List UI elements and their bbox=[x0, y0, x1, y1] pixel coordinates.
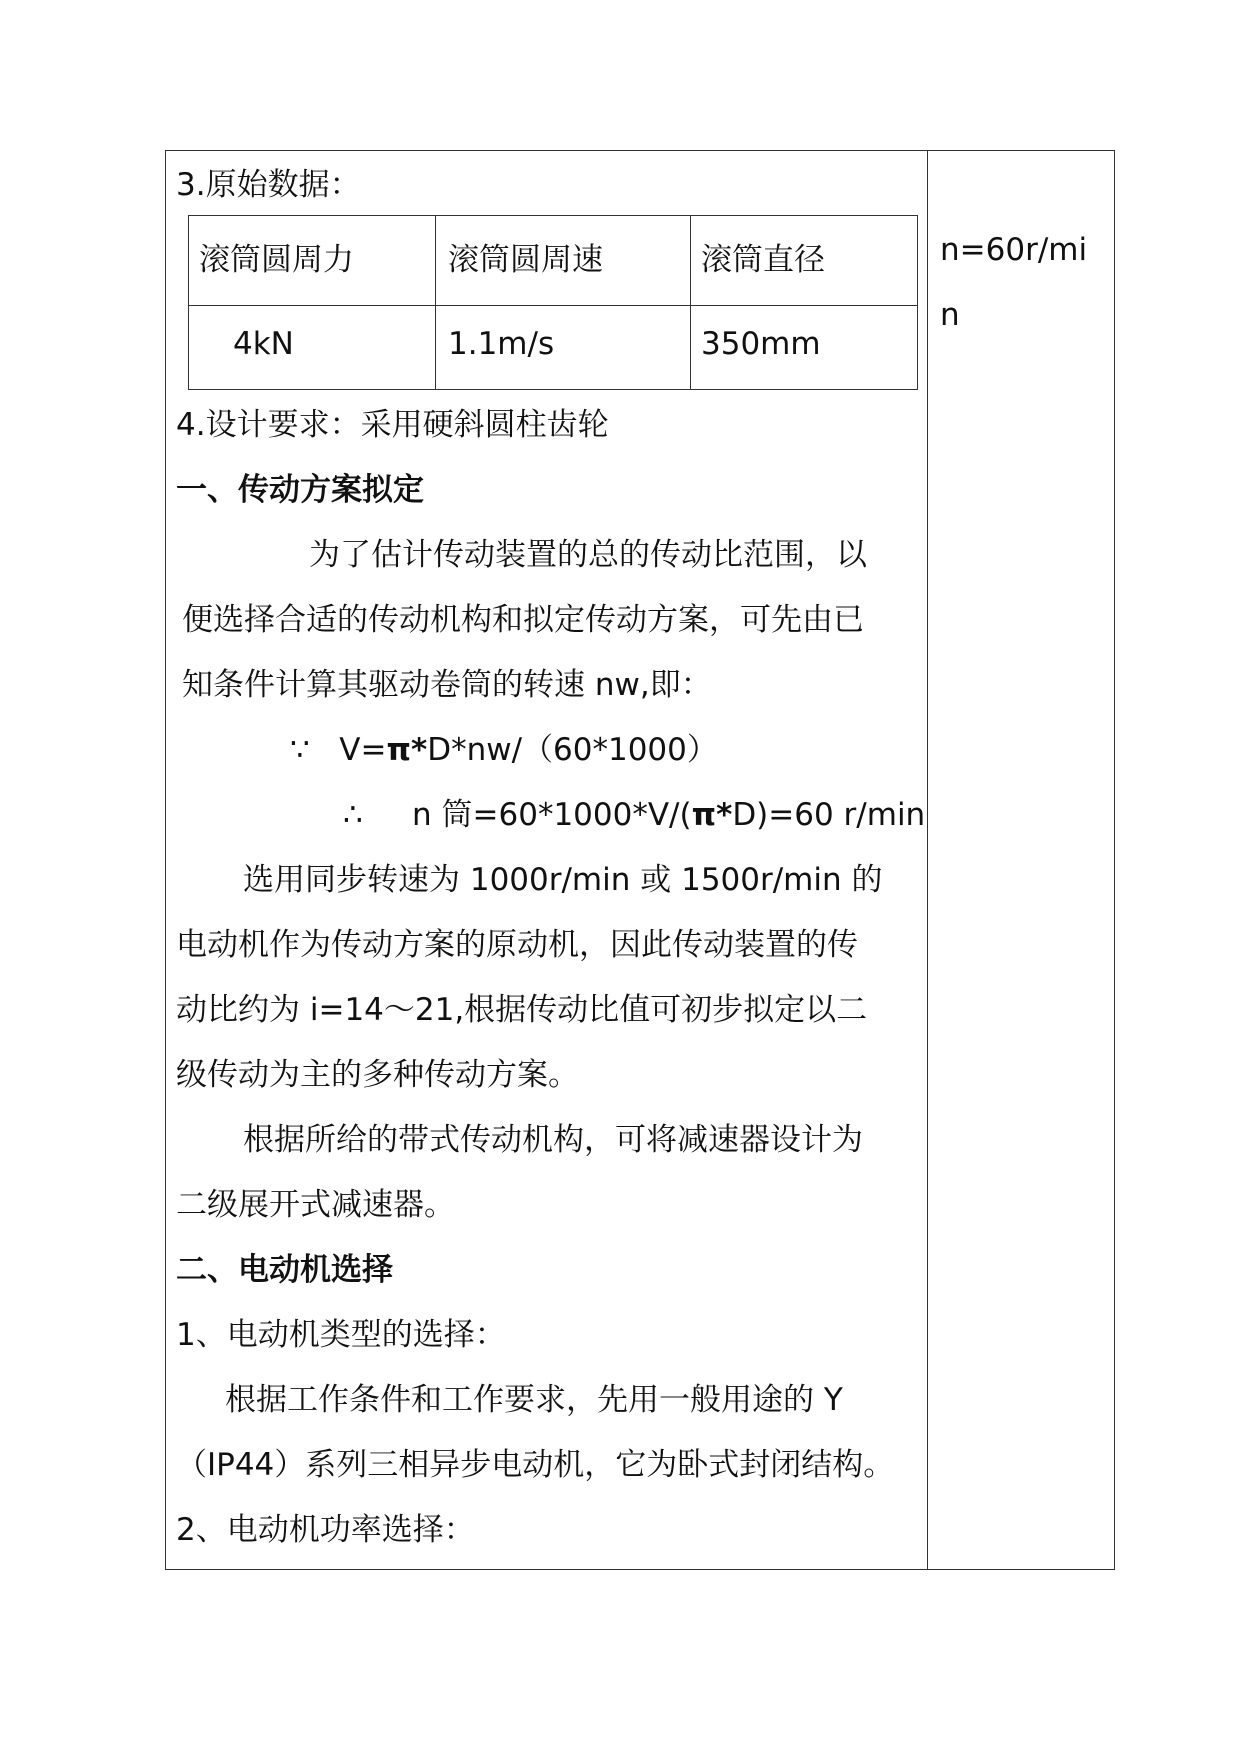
section4-requirement: 4.设计要求：采用硬斜圆柱齿轮 bbox=[176, 407, 609, 443]
result-speed-line1: n=60r/mi bbox=[940, 232, 1088, 268]
item-motor-power: 2、电动机功率选择： bbox=[176, 1512, 475, 1548]
table-value-speed: 1.1m/s bbox=[448, 326, 555, 362]
para2-line1: 选用同步转速为 1000r/min 或 1500r/min 的 bbox=[243, 862, 883, 898]
para1-line3: 知条件计算其驱动卷筒的转速 nw,即： bbox=[182, 667, 712, 703]
para2-line2: 电动机作为传动方案的原动机，因此传动装置的传 bbox=[176, 927, 858, 963]
para1-line1: 为了估计传动装置的总的传动比范围，以 bbox=[309, 537, 867, 573]
formula-drum-speed: ∴ n 筒=60*1000*V/(π*D)=60 r/min bbox=[343, 797, 926, 833]
pi-symbol: π* bbox=[386, 732, 428, 768]
para2-line3: 动比约为 i=14～21,根据传动比值可初步拟定以二 bbox=[176, 992, 868, 1028]
table-header-force: 滚筒圆周力 bbox=[199, 242, 354, 278]
para3-line2: 二级展开式减速器。 bbox=[176, 1187, 455, 1223]
para1-line2: 便选择合适的传动机构和拟定传动方案，可先由已 bbox=[182, 602, 864, 638]
table-value-diameter: 350mm bbox=[701, 326, 821, 362]
heading-motor-selection: 二、电动机选择 bbox=[176, 1252, 393, 1288]
para2-line4: 级传动为主的多种传动方案。 bbox=[176, 1057, 579, 1093]
pi-symbol: π* bbox=[691, 797, 733, 833]
section3-title: 3.原始数据： bbox=[176, 167, 361, 203]
para4-line1: 根据工作条件和工作要求，先用一般用途的 Y bbox=[225, 1382, 843, 1418]
table-value-force: 4kN bbox=[233, 326, 294, 362]
formula-velocity: ∵ V=π*D*nw/（60*1000） bbox=[290, 732, 718, 768]
column-divider bbox=[927, 150, 928, 1570]
para4-line2: （IP44）系列三相异步电动机，它为卧式封闭结构。 bbox=[176, 1447, 895, 1483]
heading-transmission-plan: 一、传动方案拟定 bbox=[176, 472, 424, 508]
para3-line1: 根据所给的带式传动机构，可将减速器设计为 bbox=[243, 1122, 863, 1158]
table-header-speed: 滚筒圆周速 bbox=[448, 242, 603, 278]
item-motor-type: 1、电动机类型的选择： bbox=[176, 1317, 506, 1353]
result-speed-line2: n bbox=[940, 297, 960, 333]
table-header-diameter: 滚筒直径 bbox=[701, 242, 825, 278]
because-symbol: ∵ bbox=[290, 732, 310, 768]
therefore-symbol: ∴ bbox=[343, 797, 363, 833]
data-table bbox=[188, 215, 918, 390]
